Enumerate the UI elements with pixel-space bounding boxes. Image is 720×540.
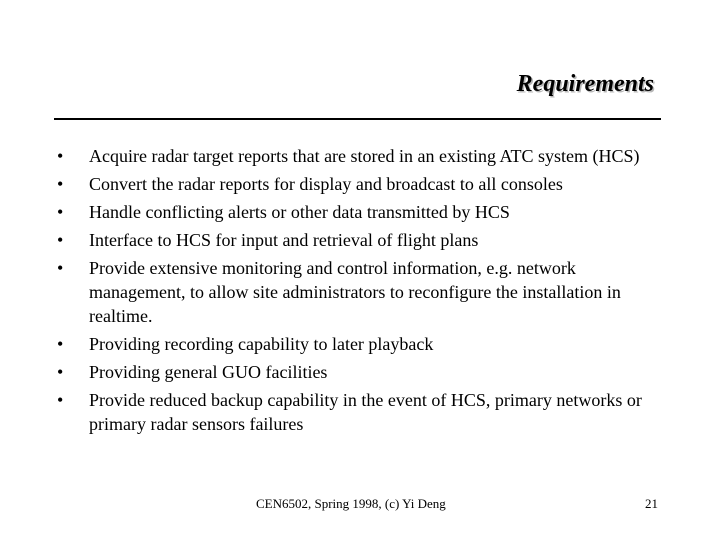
bullet-text: Providing general GUO facilities — [89, 362, 328, 382]
bullet-text: Convert the radar reports for display and broadcast to all consoles — [89, 174, 563, 194]
bullet-text: Interface to HCS for input and retrieval of flight plans — [89, 230, 479, 250]
title-divider — [54, 118, 661, 120]
bullet-text: Provide extensive monitoring and control information, e.g. network management, to allow site administrators to reconfigure the installation in realtime. — [89, 258, 621, 326]
page-number: 21 — [645, 496, 658, 511]
bullet-item — [57, 256, 672, 328]
slide-title: Requirements — [516, 71, 654, 97]
bullet-icon: • — [57, 202, 64, 222]
bullet-item — [57, 172, 672, 196]
footer-credit: CEN6502, Spring 1998, (c) Yi Deng — [256, 496, 446, 511]
bullet-text: Acquire radar target reports that are stored in an existing ATC system (HCS) — [89, 146, 640, 166]
bullet-text: Providing recording capability to later playback — [89, 334, 434, 354]
bullet-item — [57, 228, 672, 252]
bullet-icon: • — [57, 334, 64, 354]
bullet-text: Handle conflicting alerts or other data transmitted by HCS — [89, 202, 510, 222]
bullet-icon: • — [57, 174, 64, 194]
bullet-item — [57, 360, 672, 384]
bullet-item — [57, 332, 672, 356]
bullet-icon: • — [57, 362, 64, 382]
bullet-icon: • — [57, 258, 64, 278]
bullet-list — [57, 144, 672, 440]
bullet-item — [57, 144, 672, 168]
bullet-item — [57, 200, 672, 224]
bullet-icon: • — [57, 230, 64, 250]
bullet-item — [57, 388, 672, 436]
bullet-icon: • — [57, 146, 64, 166]
bullet-text: Provide reduced backup capability in the event of HCS, primary networks or primary radar sensors failures — [89, 390, 642, 434]
bullet-icon: • — [57, 390, 64, 410]
